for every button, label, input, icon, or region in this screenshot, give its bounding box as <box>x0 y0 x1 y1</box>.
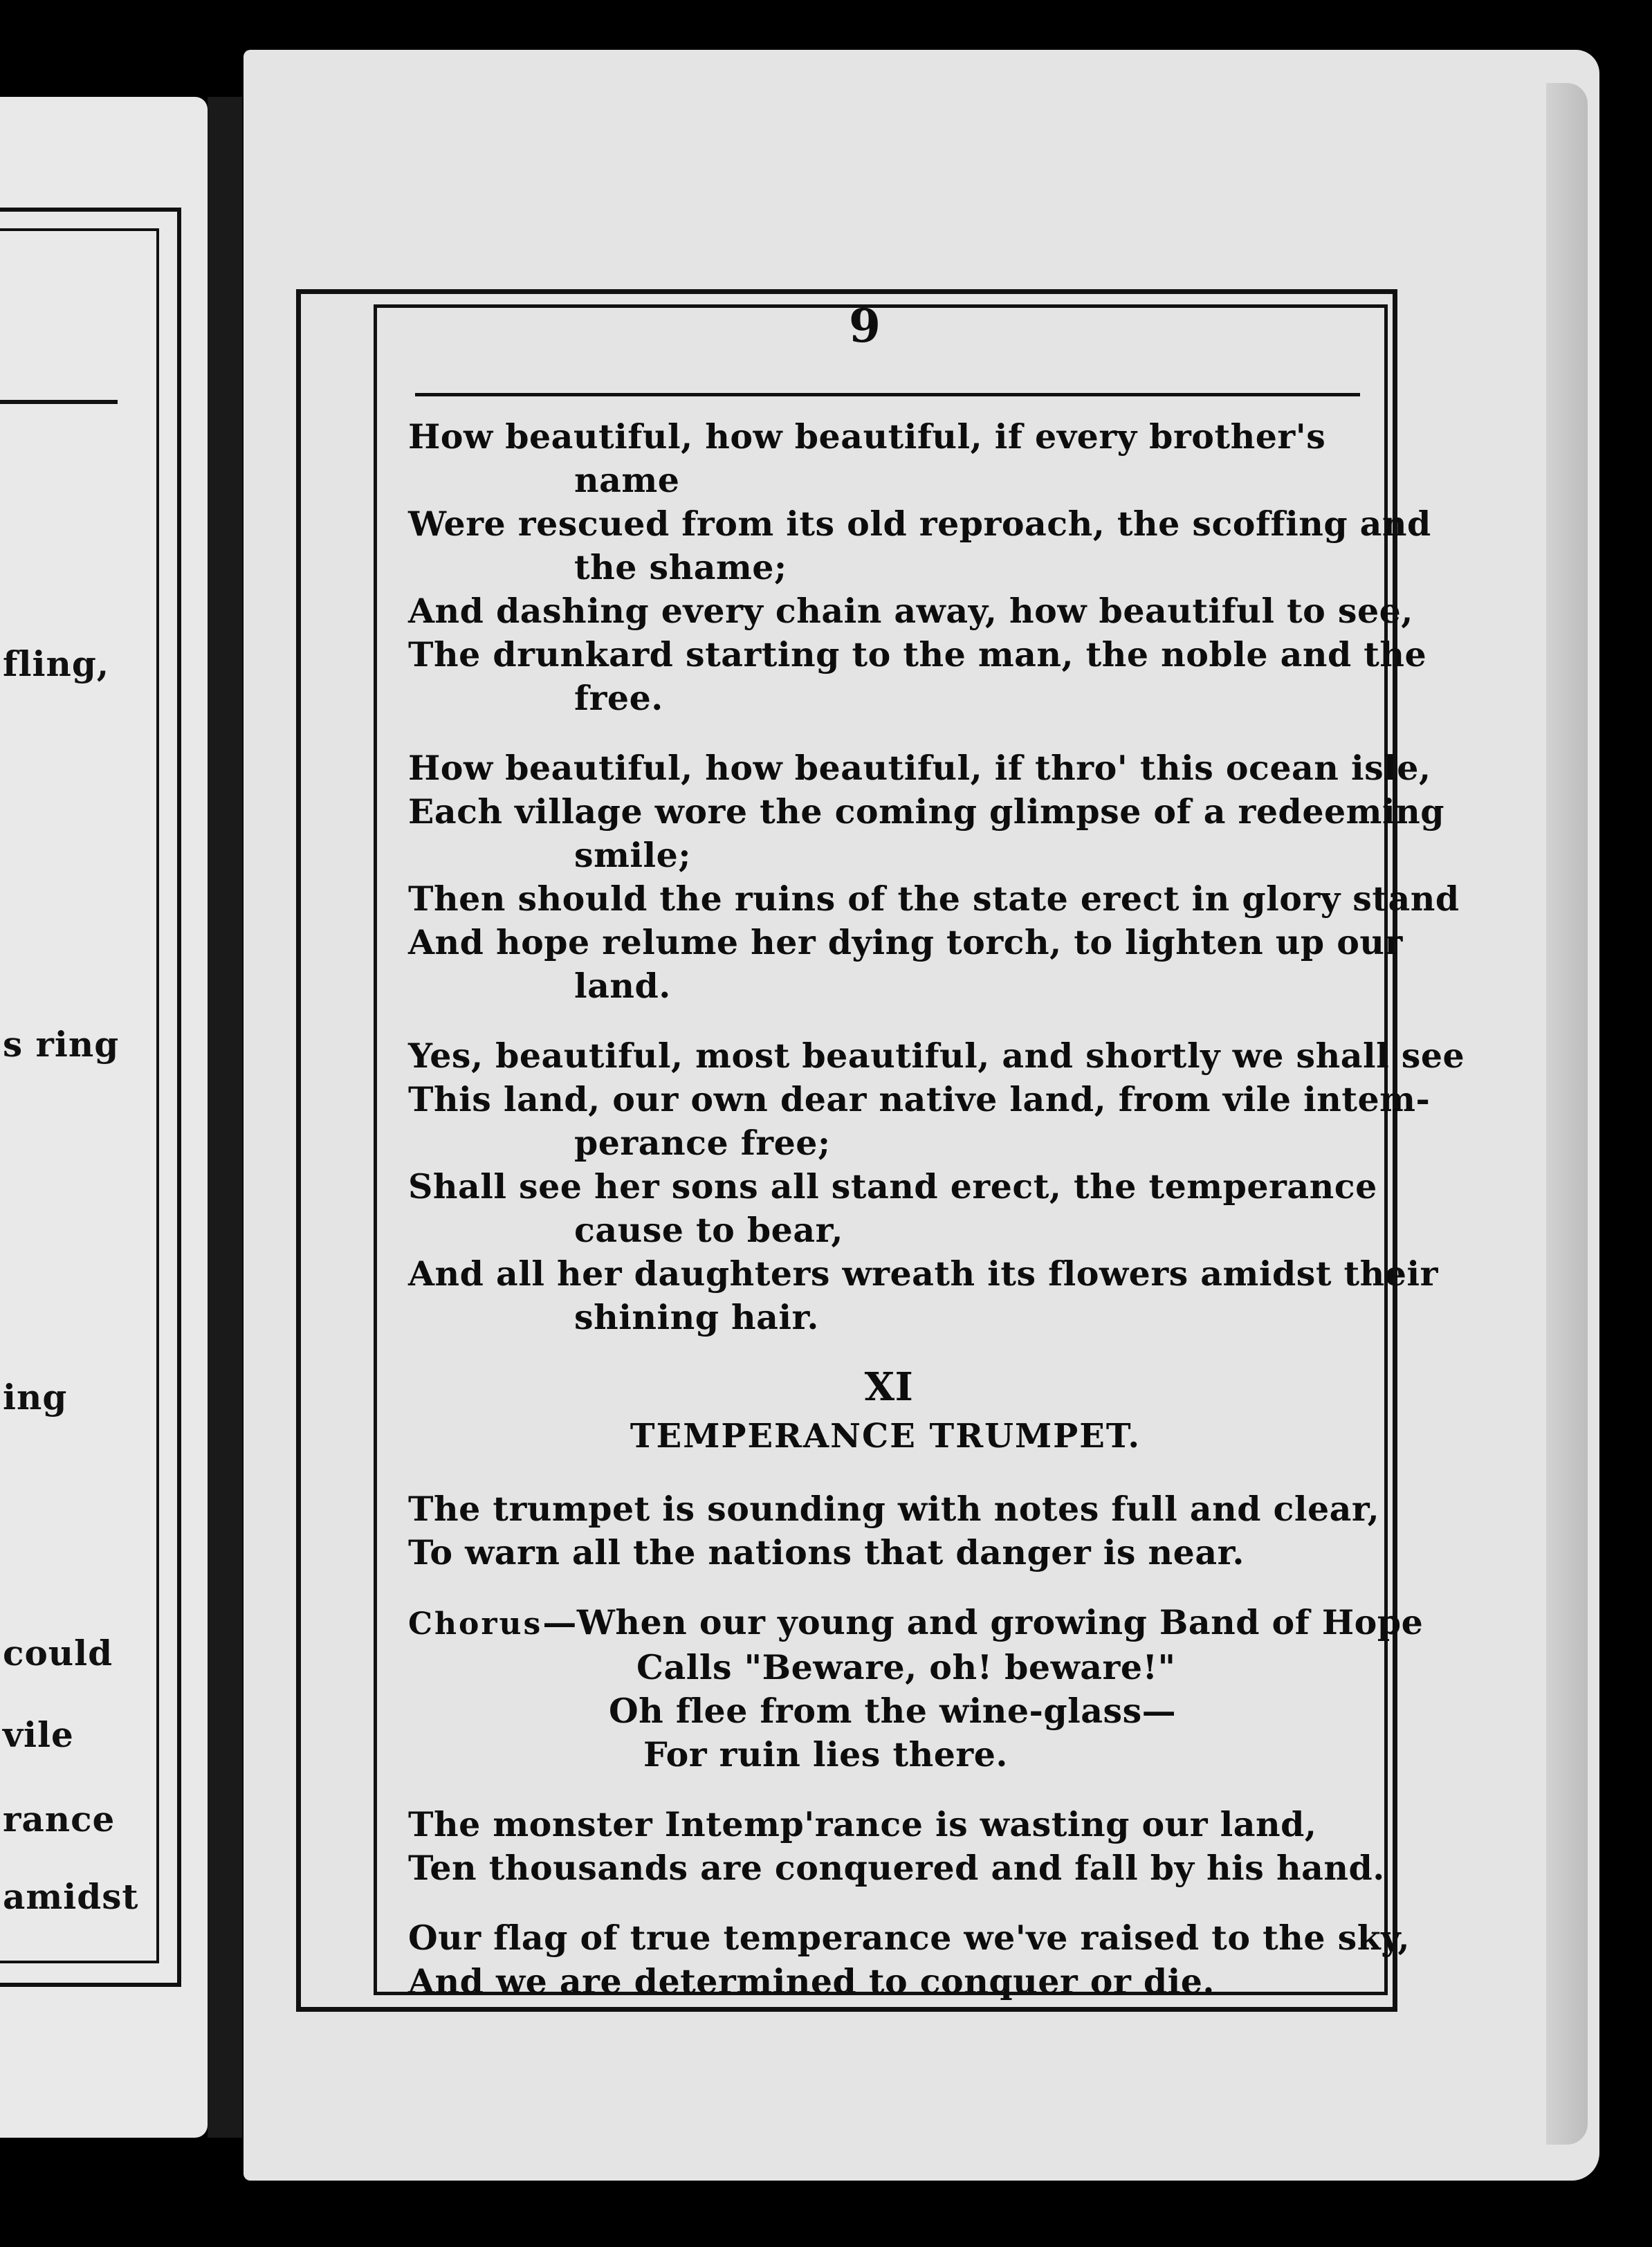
verse-line: Our flag of true temperance we've raised to the sky, <box>408 1918 1411 1958</box>
stanza-line: The drunkard starting to the man, the noble and the <box>408 634 1427 675</box>
stanza-line: Then should the ruins of the state erect in glory stand <box>408 879 1460 919</box>
left-page-fragment: s ring <box>3 1024 120 1065</box>
stanza-line: Yes, beautiful, most beautiful, and shortly we shall see <box>408 1036 1465 1076</box>
stanza <box>408 415 1431 720</box>
left-page-header-rule <box>0 400 118 404</box>
stanza-line: land. <box>574 966 671 1006</box>
song-number: XI <box>864 1364 914 1410</box>
chorus-first-line <box>408 1601 1424 1646</box>
verse-line: The trumpet is sounding with notes full and clear, <box>408 1489 1380 1529</box>
left-page-fragment: ing <box>3 1377 68 1418</box>
stanza-line: perance free; <box>574 1123 831 1163</box>
poem-text <box>408 415 1465 2030</box>
stanza-line: Were rescued from its old reproach, the scoffing and <box>408 504 1431 544</box>
left-page-fragment: rance <box>3 1799 116 1840</box>
stanza-line: And dashing every chain away, how beautiful to see, <box>408 591 1413 631</box>
stanza-line: cause to bear, <box>574 1210 843 1250</box>
verse-3 <box>408 1916 1411 2003</box>
song-title: TEMPERANCE TRUMPET. <box>630 1417 1141 1456</box>
page-edge-shadow <box>1546 83 1588 2145</box>
verse-line: Ten thousands are conquered and fall by his hand. <box>408 1848 1385 1888</box>
stanza-line: the shame; <box>574 547 787 587</box>
stanza <box>408 1034 1465 1339</box>
stanza-line: How beautiful, how beautiful, if thro' this ocean isle, <box>408 748 1431 788</box>
stanza-line: smile; <box>574 835 691 875</box>
stanza-line: And all her daughters wreath its flowers amidst their <box>408 1254 1438 1294</box>
chorus-line: For ruin lies there. <box>643 1734 1008 1774</box>
stanza-line: Each village wore the coming glimpse of a redeeming <box>408 791 1445 832</box>
left-page-fragment: fling, <box>3 643 110 684</box>
verse-line: To warn all the nations that danger is near. <box>408 1532 1245 1572</box>
verse-line: And we are determined to conquer or die. <box>408 1961 1215 2001</box>
chorus <box>408 1601 1424 1777</box>
chorus-line-text: —When our young and growing Band of Hope <box>542 1602 1424 1642</box>
stanza-line: Shall see her sons all stand erect, the temperance <box>408 1166 1377 1207</box>
chorus-label: Chorus <box>408 1606 543 1642</box>
stanza-line: name <box>574 460 680 500</box>
stanza <box>408 746 1460 1008</box>
stanza-line: And hope relume her dying torch, to lighten up our <box>408 922 1403 962</box>
stanza-line: This land, our own dear native land, from vile intem- <box>408 1079 1431 1119</box>
stanza-line: shining hair. <box>574 1297 819 1337</box>
chorus-line: Oh flee from the wine-glass— <box>609 1691 1177 1731</box>
book-spine <box>208 97 242 2138</box>
stanza-line: free. <box>574 678 663 718</box>
left-page-frame-inner <box>0 228 159 1963</box>
verse-line: The monster Intemp'rance is wasting our land, <box>408 1804 1317 1844</box>
stanza-list <box>408 415 1465 1339</box>
left-page-fragment: vile <box>3 1714 74 1755</box>
left-page-fragment: could <box>3 1633 113 1673</box>
verse-2 <box>408 1803 1391 1890</box>
header-rule <box>415 393 1360 396</box>
page-number: 9 <box>849 299 881 353</box>
chorus-line: Calls "Beware, oh! beware!" <box>636 1647 1176 1687</box>
stanza-line: How beautiful, how beautiful, if every brother's <box>408 416 1326 457</box>
left-page-fragment: amidst <box>3 1876 139 1917</box>
verse-1 <box>408 1487 1391 1575</box>
